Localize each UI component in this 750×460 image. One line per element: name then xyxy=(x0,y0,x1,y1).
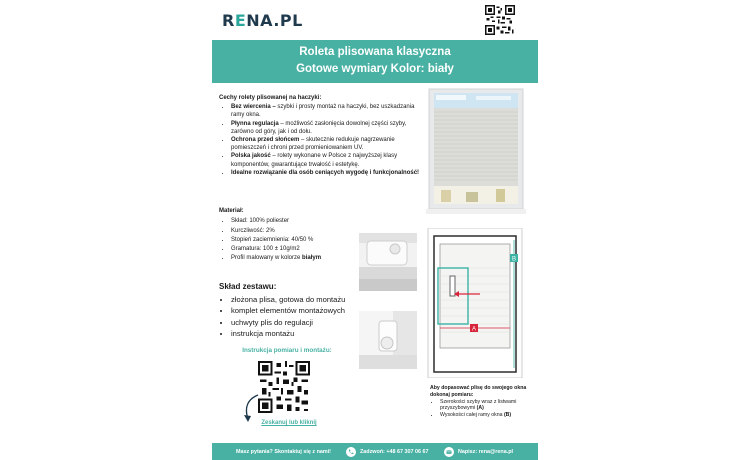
title-line-1: Roleta plisowana klasyczna xyxy=(299,46,451,58)
footer-question xyxy=(236,446,331,457)
profile-text: Profil malowany w kolorze xyxy=(231,255,303,262)
label-b: B xyxy=(511,256,517,263)
material-item xyxy=(231,254,359,263)
measure-heading: Aby dopasować plisę do swojego okna dokonaj pomiaru: xyxy=(430,385,527,398)
kit-section xyxy=(219,281,369,340)
scan-link[interactable]: Zeskanuj lub kliknij xyxy=(261,420,317,426)
feature-bold: Ochrona przed słońcem xyxy=(231,137,300,144)
feature-item xyxy=(231,103,429,119)
rena-logo[interactable] xyxy=(222,11,303,30)
material-item: • Skład: 100% poliester xyxy=(231,217,359,226)
feature-item xyxy=(231,136,429,152)
measure-text: Szerokości szyby wraz z listwami przyszybowymi xyxy=(440,398,517,412)
measure-item xyxy=(440,399,532,413)
feature-bold: Polska jakość xyxy=(231,153,271,160)
footer-email[interactable] xyxy=(444,446,513,457)
footer-phone-text: Zadzwoń: +48 67 307 06 67 xyxy=(360,448,429,455)
kit-list xyxy=(219,294,369,340)
material-heading: Materiał: xyxy=(219,208,244,214)
kit-item: • instrukcja montażu xyxy=(231,328,369,340)
feature-bold: Płynna regulacja xyxy=(231,120,279,127)
kit-heading: Skład zestawu: xyxy=(219,282,277,291)
curved-arrow-icon xyxy=(240,393,262,423)
logo-rest: NA.PL xyxy=(246,11,303,30)
title-banner xyxy=(212,40,538,83)
mail-icon xyxy=(444,447,454,457)
measure-list xyxy=(430,399,532,419)
measure-text: Wysokości całej ramy okna xyxy=(440,412,504,419)
kit-item: • uchwyty plis do regulacji xyxy=(231,317,369,329)
logo-e: E xyxy=(234,11,247,30)
profile-bold: białym xyxy=(302,255,322,262)
contact-footer xyxy=(212,443,538,460)
feature-text: – rolety wykonane w Polsce z najwyższej klasy komponentów, gwarantujące trwałość i estetykę. xyxy=(231,153,398,168)
feature-item xyxy=(231,169,429,177)
measure-bold: (B) xyxy=(503,412,512,419)
qr-code-top[interactable] xyxy=(485,5,515,35)
label-a: A xyxy=(471,326,477,333)
material-list xyxy=(219,217,359,263)
measure-instructions xyxy=(430,385,532,419)
hook-detail-photo-2 xyxy=(359,311,417,369)
phone-icon xyxy=(346,447,356,457)
features-list xyxy=(219,103,429,177)
kit-item: • komplet elementów montażowych xyxy=(231,305,369,317)
footer-phone[interactable] xyxy=(346,446,428,457)
feature-text: – możliwość zasłonięcia dowolnej części szyby, zarówno od góry, jak i od dołu. xyxy=(231,120,407,135)
material-item: • Kurczliwość: 2% xyxy=(231,227,359,236)
logo-r: R xyxy=(222,11,235,30)
measure-bold: (A) xyxy=(476,405,484,412)
title-line-2: Gotowe wymiary Kolor: biały xyxy=(296,63,454,75)
feature-text: – skutecznie redukuje nagrzewanie pomieszczeń i chroni przed promieniowaniem UV. xyxy=(231,137,395,152)
feature-text: szybki i prosty montaż na haczyki, bez uszkadzania ramy okna. xyxy=(231,104,415,119)
material-section xyxy=(219,207,359,264)
features-section xyxy=(219,94,429,177)
measurement-diagram xyxy=(424,228,526,378)
kit-item: • złożona plisa, gotowa do montażu xyxy=(231,294,369,306)
material-item: • Gramatura: 100 ± 10g/m2 xyxy=(231,245,359,254)
instructions-title: Instrukcja pomiaru i montażu: xyxy=(242,347,332,354)
product-sheet xyxy=(212,0,538,460)
hook-detail-photo-1 xyxy=(359,233,417,291)
feature-item xyxy=(231,152,429,168)
qr-code-instructions[interactable] xyxy=(258,361,310,413)
blind-window-photo xyxy=(426,86,526,214)
material-item: • Stopień zaciemnienia: 40/50 % xyxy=(231,236,359,245)
measure-item xyxy=(440,412,532,419)
footer-question-text: Masz pytania? Skontaktuj się z nami! xyxy=(236,448,331,455)
feature-bold: Bez wiercenia – xyxy=(231,104,276,111)
feature-item xyxy=(231,120,429,136)
feature-bold: Idealne rozwiązanie dla osób ceniących wygodę i funkcjonalność! xyxy=(231,169,420,176)
features-heading: Cechy rolety plisowanej na haczyki: xyxy=(219,95,322,101)
footer-email-text: Napisz: rena@rena.pl xyxy=(458,448,513,455)
